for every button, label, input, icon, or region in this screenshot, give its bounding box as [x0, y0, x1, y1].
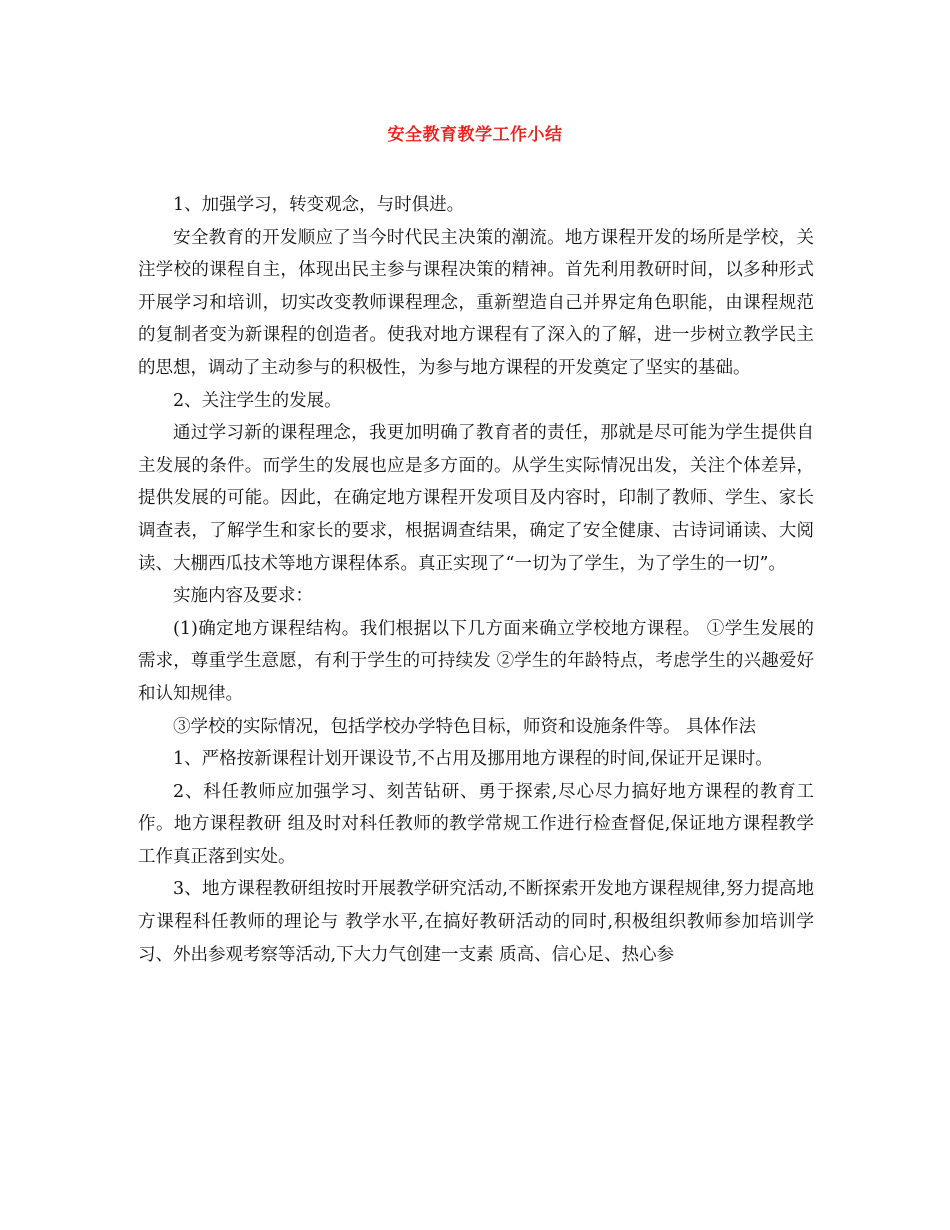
paragraph-5: 实施内容及要求： — [173, 586, 313, 607]
paragraph-4: 通过学习新的课程理念，我更加明确了教育者的责任，那就是尽可能为学生提供自主发展的条件。而学生的发展也应是多方面的。从学生实际情况出发，关注个体差异，提供发展的可能。因此，在确定地方课程开发项目及内容时，印制了教师、学生、家长调查表，了解学生和家长的要求，根据调查结果，确定了安全健康、古诗词诵读、大阅读、大棚西瓜技术等地方课程体系。真正实现了“一切为了学生，为了学生的一切”。 — [138, 423, 814, 574]
paragraph-1: 1、加强学习，转变观念，与时俱进。 — [173, 195, 465, 215]
paragraph-8: 1、严格按新课程计划开课设节,不占用及挪用地方课程的时间,保证开足课时。 — [173, 749, 773, 770]
paragraph-10: 3、地方课程教研组按时开展教学研究活动,不断探索开发地方课程规律,努力提高地方课程科任教师的理论与 教学水平,在搞好教研活动的同时,积极组织教师参加培训学习、外出参观考察等活动,下大力气创建一支素 质高、信心足、热心参 — [138, 879, 814, 965]
paragraph-2: 安全教育的开发顺应了当今时代民主决策的潮流。地方课程开发的场所是学校，关注学校的课程自主，体现出民主参与课程决策的精神。首先利用教研时间，以多种形式开展学习和培训，切实改变教师课程理念，重新塑造自己并界定角色职能，由课程规范的复制者变为新课程的创造者。使我对地方课程有了深入的了解，进一步树立教学民主的思想，调动了主动参与的积极性，为参与地方课程的开发奠定了坚实的基础。 — [138, 227, 814, 378]
document-title: 安全教育教学工作小结 — [387, 125, 563, 145]
paragraph-6: (1)确定地方课程结构。我们根据以下几方面来确立学校地方课程。 ①学生发展的需求，尊重学生意愿，有利于学生的可持续发 ②学生的年龄特点，考虑学生的兴趣爱好和认知规律。 — [138, 618, 814, 704]
paragraph-3: 2、关注学生的发展。 — [173, 390, 342, 411]
document-body — [138, 189, 814, 971]
paragraph-7: ③学校的实际情况，包括学校办学特色目标，师资和设施条件等。 具体作法 — [173, 716, 757, 737]
paragraph-9: 2、科任教师应加强学习、刻苦钻研、勇于探索,尽心尽力搞好地方课程的教育工作。地方课程教研 组及时对科任教师的教学常规工作进行检查督促,保证地方课程教学工作真正落到实处。 — [138, 781, 814, 867]
